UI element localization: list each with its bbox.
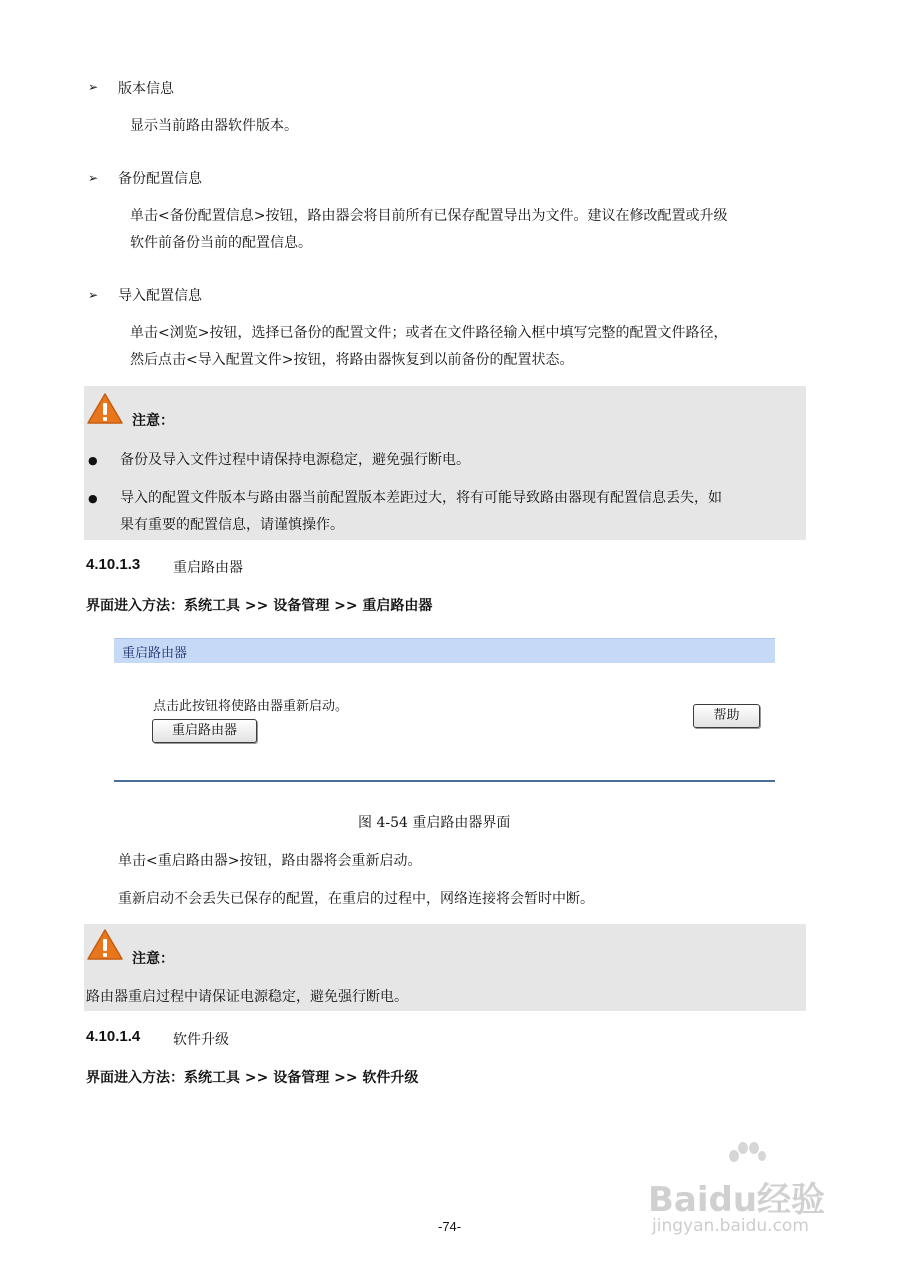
watermark-url: jingyan.baidu.com [652,1216,809,1236]
paw-icon [726,1142,766,1176]
panel-header [114,638,775,663]
help-button[interactable]: 帮助 [693,704,760,728]
arrow-bullet: ➢ [88,171,99,185]
item-text-backup-line1: 单击<备份配置信息>按钮，路由器会将目前所有已保存配置导出为文件。建议在修改配置或升级 [130,208,728,224]
section-number: 4.10.1.4 [86,1028,141,1045]
paragraph: 重新启动不会丢失已保存的配置，在重启的过程中，网络连接将会暂时中断。 [118,891,594,907]
note-label: 注意： [132,951,174,967]
note-text: 路由器重启过程中请保证电源稳定，避免强行断电。 [86,989,408,1005]
bullet-dot: ● [88,492,98,505]
item-text-import-line1: 单击<浏览>按钮，选择已备份的配置文件；或者在文件路径输入框中填写完整的配置文件路径， [130,325,728,341]
section-number: 4.10.1.3 [86,556,141,573]
panel-divider [114,780,775,782]
item-text-version: 显示当前路由器软件版本。 [130,118,298,134]
bullet-dot: ● [88,454,98,467]
note-box [84,386,806,540]
page-number: -74- [438,1219,462,1234]
item-text-backup-line2: 软件前备份当前的配置信息。 [130,235,312,251]
note-bullet-text: 备份及导入文件过程中请保持电源稳定，避免强行断电。 [120,452,470,468]
navigation-path: 界面进入方法：系统工具 >> 设备管理 >> 重启路由器 [86,598,433,614]
section-title: 重启路由器 [173,560,243,576]
item-text-import-line2: 然后点击<导入配置文件>按钮，将路由器恢复到以前备份的配置状态。 [130,352,574,368]
note-bullet-text: 导入的配置文件版本与路由器当前配置版本差距过大，将有可能导致路由器现有配置信息丢失，如 [120,490,722,506]
note-bullet-text: 果有重要的配置信息，请谨慎操作。 [120,517,344,533]
item-title-import: 导入配置信息 [118,288,202,304]
warning-icon [86,928,124,962]
watermark-brand: Baidu经验 [648,1180,826,1220]
panel-title: 重启路由器 [122,646,188,661]
paragraph: 单击<重启路由器>按钮，路由器将会重新启动。 [118,853,422,869]
section-title: 软件升级 [173,1032,229,1048]
warning-icon [86,392,124,426]
reboot-button[interactable]: 重启路由器 [152,719,257,743]
arrow-bullet: ➢ [88,288,99,302]
navigation-path: 界面进入方法：系统工具 >> 设备管理 >> 软件升级 [86,1070,419,1086]
figure-caption: 图 4-54 重启路由器界面 [358,815,511,831]
reboot-hint: 点击此按钮将使路由器重新启动。 [153,699,349,714]
item-title-version: 版本信息 [118,81,174,97]
note-label: 注意： [132,413,174,429]
item-title-backup: 备份配置信息 [118,171,202,187]
note-box [84,924,806,1011]
arrow-bullet: ➢ [88,80,99,94]
